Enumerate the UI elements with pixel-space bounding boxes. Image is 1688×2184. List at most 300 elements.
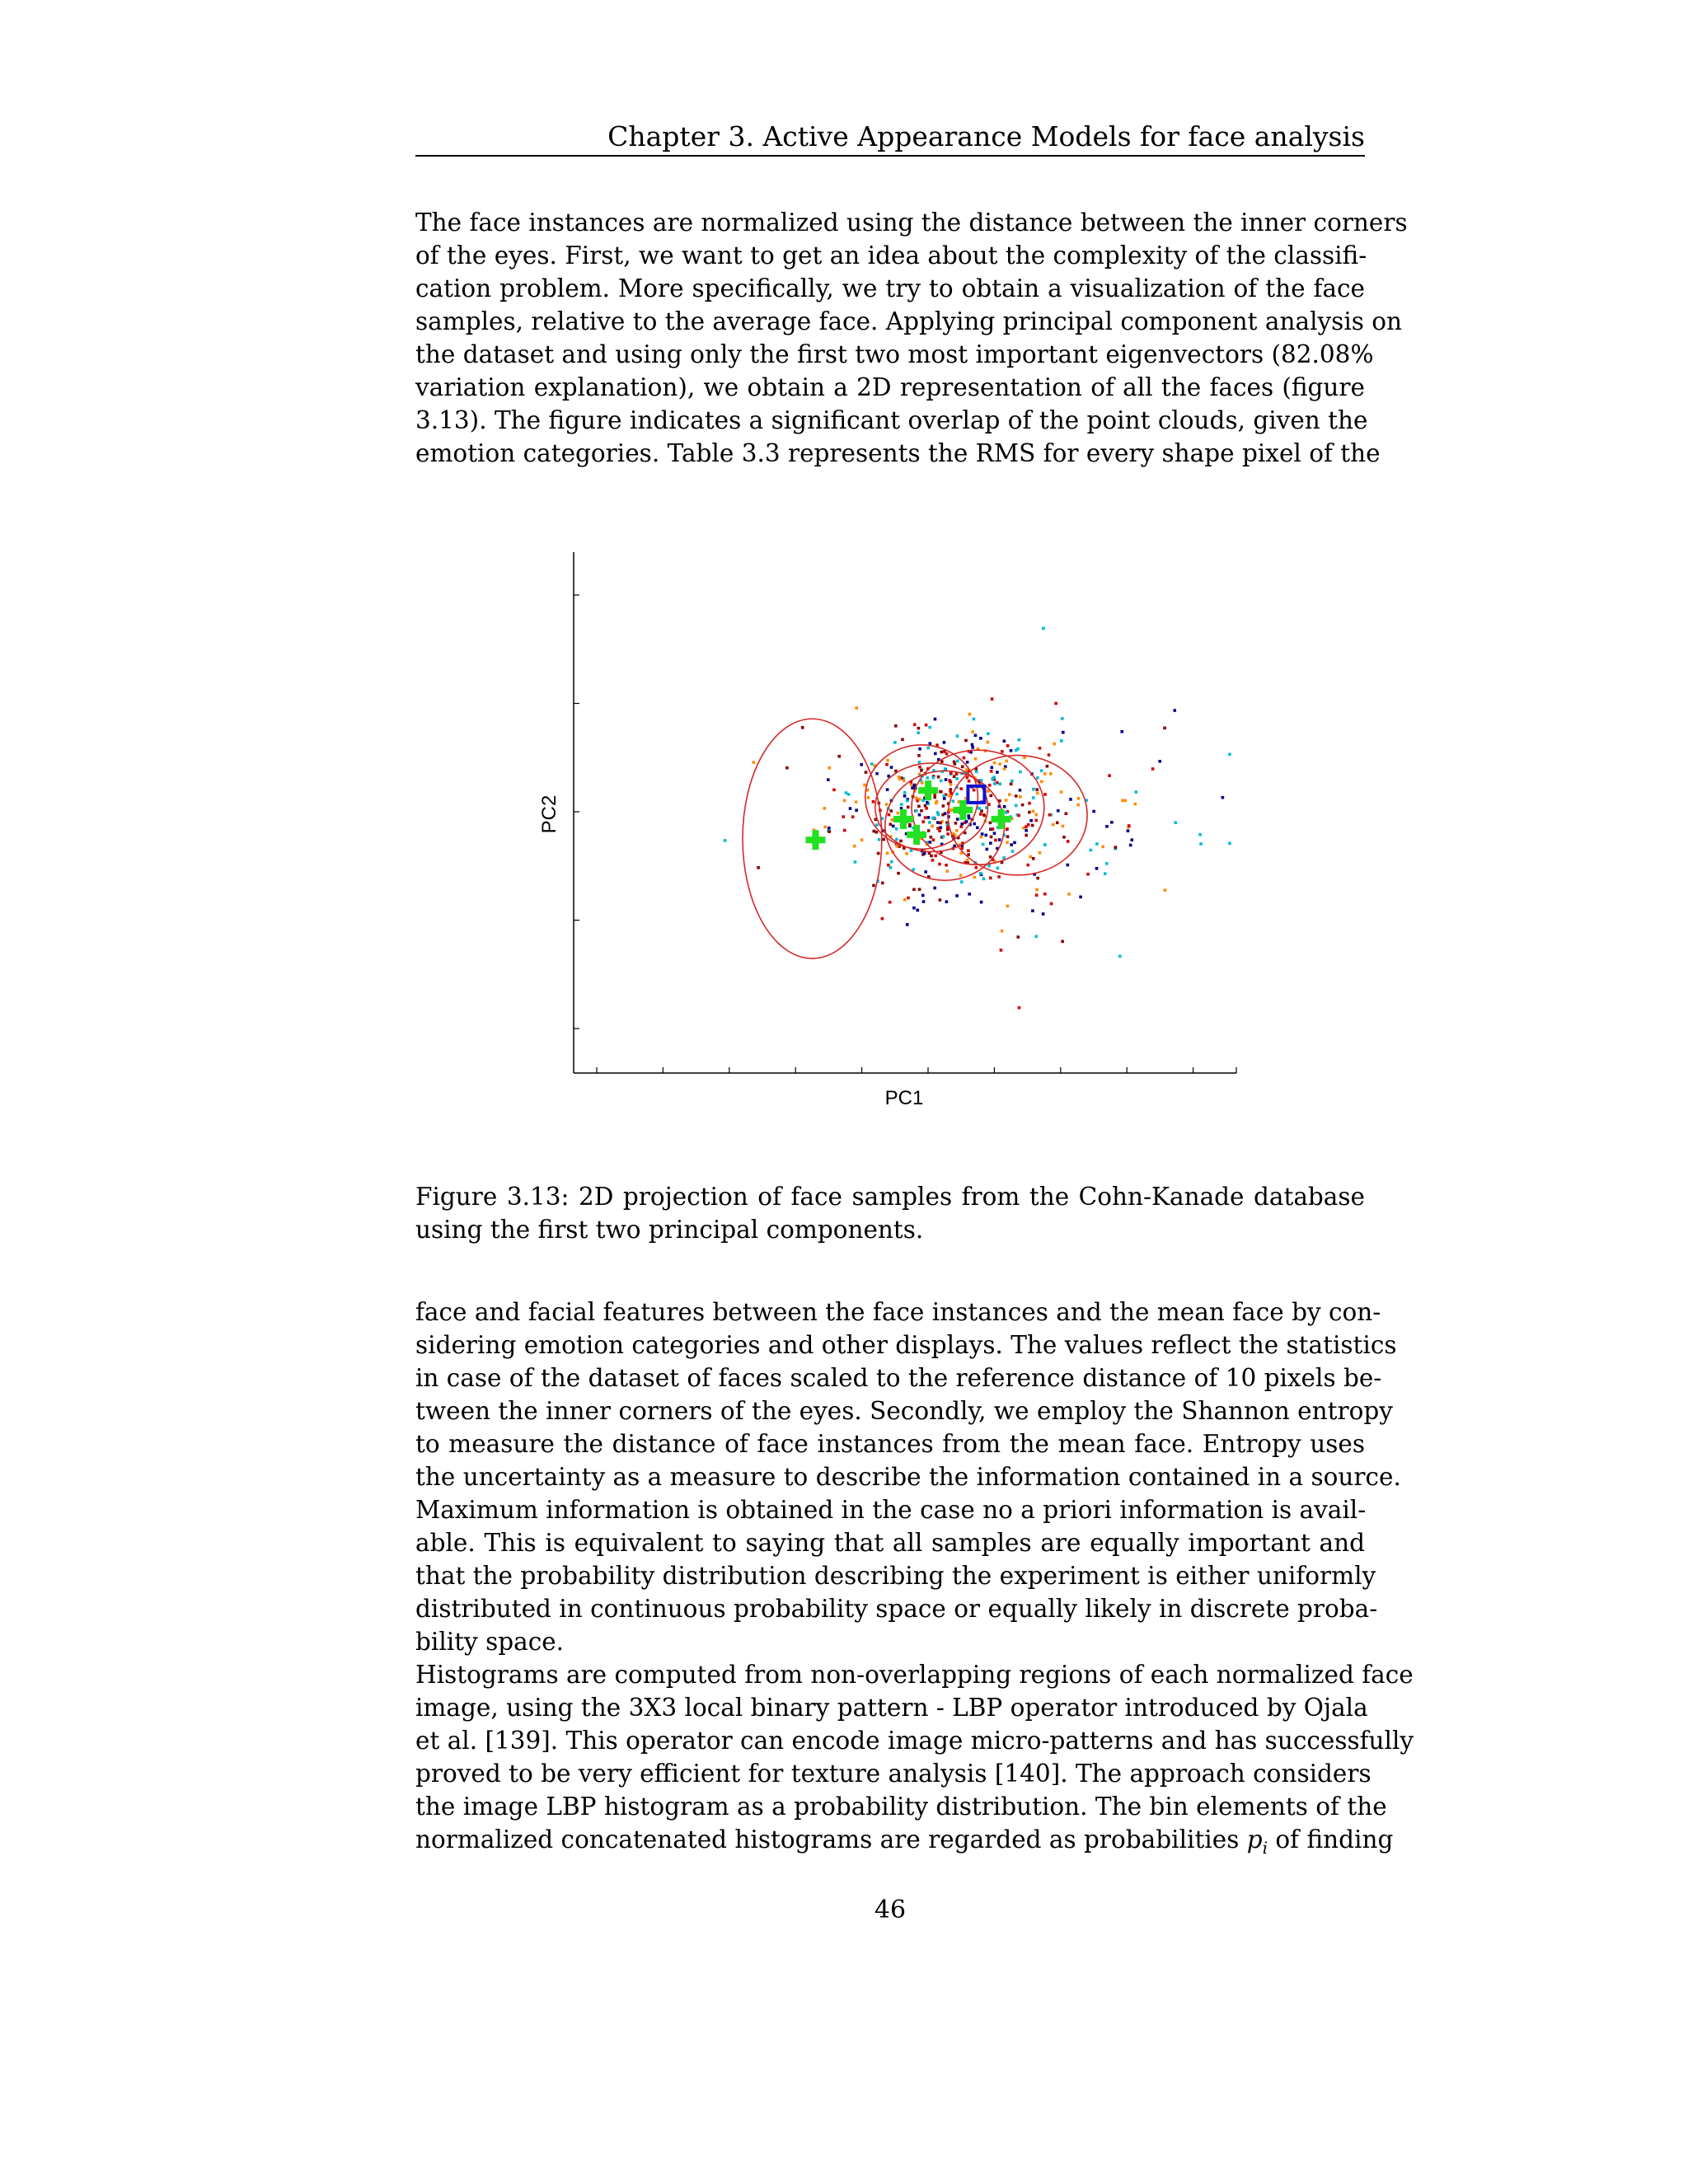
data-point — [901, 738, 904, 742]
data-point — [921, 781, 924, 785]
figure-caption — [415, 1180, 1365, 1246]
data-point — [918, 798, 921, 801]
text-fragment: normalized concatenated histograms are regarded as probabilities — [415, 1825, 1247, 1854]
data-point — [1067, 893, 1071, 896]
data-point — [1017, 814, 1020, 818]
data-point — [1108, 774, 1111, 777]
data-point — [971, 743, 974, 747]
data-point — [910, 784, 913, 787]
scatter-plot — [528, 536, 1253, 1129]
data-point — [966, 859, 969, 862]
data-point — [855, 706, 858, 710]
y-axis-label: PC2 — [538, 794, 560, 834]
data-point — [956, 760, 959, 763]
data-point — [1043, 843, 1047, 846]
data-point — [973, 718, 976, 721]
data-point — [993, 762, 996, 765]
plus-bar-vertical — [925, 780, 931, 800]
text-line: The face instances are normalized using the distance between the inner corners — [415, 209, 1408, 237]
data-point — [1090, 849, 1093, 852]
data-point — [1011, 850, 1015, 853]
data-point — [1015, 804, 1018, 808]
plus-bar-vertical — [900, 809, 907, 829]
text-line: the dataset and using only the first two most important eigenvectors (82.08% — [415, 340, 1374, 368]
data-point — [1065, 812, 1068, 815]
data-point — [999, 782, 1002, 785]
data-point — [932, 838, 935, 841]
data-point — [872, 800, 875, 804]
data-point — [1054, 702, 1057, 705]
data-point — [994, 839, 997, 842]
data-point — [942, 835, 945, 838]
data-point — [960, 823, 964, 826]
data-point — [900, 803, 903, 806]
data-point — [1031, 909, 1034, 912]
data-point — [946, 828, 950, 832]
data-point — [993, 782, 996, 785]
data-point — [1062, 825, 1065, 828]
data-point — [954, 822, 958, 825]
data-point — [1031, 824, 1034, 827]
data-point — [932, 816, 935, 819]
data-point — [865, 771, 868, 774]
data-point — [992, 827, 995, 831]
data-point — [948, 779, 951, 782]
data-point — [915, 809, 918, 813]
data-point — [943, 797, 946, 800]
data-point — [966, 776, 969, 780]
data-point — [897, 812, 900, 815]
text-line: Histograms are computed from non-overlapping regions of each normalized face — [415, 1661, 1414, 1689]
data-point — [946, 869, 950, 873]
data-point — [1006, 905, 1010, 908]
text-line: image, using the 3X3 local binary pattern - LBP operator introduced by Ojala — [415, 1694, 1368, 1722]
data-point — [989, 877, 992, 880]
data-point — [885, 803, 889, 806]
data-point — [889, 809, 893, 813]
data-point — [1005, 799, 1008, 802]
text-line: to measure the distance of face instances from the mean face. Entropy uses — [415, 1430, 1365, 1458]
data-point — [888, 813, 891, 817]
data-point — [907, 806, 910, 809]
data-point — [875, 831, 879, 834]
data-point — [854, 860, 857, 864]
data-point — [940, 780, 943, 783]
data-point — [1034, 819, 1038, 823]
data-point — [945, 864, 948, 867]
data-point — [927, 816, 931, 819]
data-point — [1049, 772, 1053, 776]
data-point — [1151, 767, 1155, 771]
data-point — [1036, 776, 1039, 780]
data-point — [974, 757, 978, 761]
data-point — [973, 789, 976, 792]
data-point — [920, 809, 923, 813]
data-point — [1079, 896, 1082, 899]
data-point — [1095, 867, 1099, 870]
data-point — [1040, 780, 1043, 784]
data-point — [928, 726, 931, 729]
data-point — [918, 766, 921, 769]
data-point — [996, 867, 1000, 870]
data-point — [1127, 829, 1130, 832]
data-point — [1023, 756, 1026, 759]
plus-bar-vertical — [959, 800, 966, 820]
data-point — [1028, 802, 1031, 805]
text-line: 3.13). The figure indicates a significant overlap of the point clouds, given the — [415, 406, 1368, 434]
text-line: Figure 3.13: 2D projection of face samples from the Cohn-Kanade database — [415, 1183, 1365, 1211]
data-point — [955, 894, 959, 898]
data-point — [1062, 836, 1066, 839]
data-point — [968, 780, 971, 783]
data-point — [1029, 855, 1032, 859]
data-point — [939, 826, 942, 829]
data-point — [973, 823, 976, 826]
data-point — [956, 734, 959, 738]
data-point — [948, 794, 951, 798]
data-point — [875, 823, 879, 827]
data-point — [990, 770, 993, 773]
data-point — [1022, 827, 1025, 830]
text-line: bility space. — [415, 1628, 565, 1656]
data-point — [929, 742, 932, 745]
data-point — [937, 776, 940, 779]
data-point — [1048, 753, 1051, 757]
data-point — [828, 830, 831, 833]
data-point — [895, 838, 898, 841]
data-point — [860, 763, 863, 766]
data-point — [931, 859, 935, 862]
data-point — [973, 876, 977, 879]
text-line: that the probability distribution describing the experiment is either uniformly — [415, 1562, 1376, 1590]
data-point — [1069, 798, 1072, 801]
data-point — [1056, 821, 1059, 824]
data-point — [912, 888, 916, 891]
text-line: of the eyes. First, we want to get an idea about the complexity of the classifi- — [415, 241, 1367, 269]
data-point — [936, 811, 940, 814]
data-point — [943, 741, 946, 744]
data-point — [998, 838, 1001, 841]
data-point — [912, 907, 916, 910]
data-point — [1015, 794, 1018, 798]
data-point — [842, 815, 845, 818]
data-point — [1006, 744, 1010, 748]
data-point — [984, 834, 987, 837]
data-point — [1001, 930, 1004, 933]
data-point — [921, 894, 925, 898]
data-point — [1006, 841, 1009, 844]
data-point — [975, 771, 978, 774]
data-point — [992, 778, 995, 781]
data-point — [927, 829, 931, 832]
data-point — [946, 832, 950, 836]
data-point — [1129, 844, 1132, 847]
data-point — [979, 737, 982, 740]
data-point — [1114, 846, 1118, 849]
data-point — [952, 799, 955, 803]
data-point — [875, 772, 879, 776]
class-mean-marker — [907, 825, 926, 845]
data-point — [753, 761, 756, 764]
data-point — [975, 866, 978, 869]
data-point — [863, 784, 866, 787]
data-point — [1105, 862, 1109, 865]
data-point — [926, 747, 930, 750]
data-point — [924, 816, 927, 819]
data-point — [1018, 1006, 1021, 1010]
data-point — [1053, 743, 1056, 746]
data-point — [1032, 788, 1035, 791]
text-line: cation problem. More specifically, we try to obtain a visualization of the face — [415, 274, 1365, 302]
data-point — [1135, 790, 1138, 794]
data-point — [1128, 824, 1131, 827]
data-point — [1025, 834, 1028, 837]
data-point — [843, 829, 846, 832]
text-line: emotion categories. Table 3.3 represents the RMS for every shape pixel of the — [415, 439, 1381, 467]
text-line: using the first two principal components. — [415, 1216, 924, 1244]
data-point — [1134, 803, 1137, 806]
data-point — [1076, 804, 1080, 807]
text-line — [415, 1823, 1394, 1864]
data-point — [855, 800, 858, 804]
data-point — [1039, 851, 1042, 855]
data-point — [1067, 840, 1070, 843]
data-point — [918, 813, 921, 817]
data-point — [890, 860, 893, 864]
data-point — [1013, 841, 1016, 845]
data-point — [828, 766, 831, 770]
data-point — [847, 793, 851, 796]
data-point — [1130, 838, 1133, 841]
data-point — [1003, 739, 1006, 743]
data-point — [940, 751, 943, 754]
data-point — [1027, 823, 1030, 827]
data-point — [979, 813, 982, 816]
data-point — [976, 826, 979, 829]
data-point — [1005, 760, 1008, 763]
data-point — [956, 818, 959, 821]
data-point — [801, 726, 804, 729]
data-point — [965, 820, 968, 823]
data-point — [990, 766, 993, 769]
data-point — [987, 790, 990, 793]
data-point — [1060, 790, 1063, 794]
data-point — [898, 778, 902, 781]
data-point — [1036, 877, 1039, 880]
data-point — [1001, 750, 1004, 753]
data-point — [978, 807, 982, 810]
data-point — [913, 784, 917, 787]
data-point — [990, 836, 993, 839]
data-point — [921, 799, 925, 803]
text-line: Maximum information is obtained in the case no a priori information is avail- — [415, 1496, 1367, 1524]
data-point — [1043, 793, 1047, 796]
data-point — [1028, 811, 1031, 814]
data-point — [924, 804, 927, 808]
data-point — [1198, 833, 1202, 837]
data-point — [928, 821, 931, 824]
data-point — [997, 875, 1001, 879]
data-point — [924, 870, 927, 874]
data-point — [1057, 809, 1060, 813]
data-point — [882, 838, 885, 841]
data-point — [925, 724, 928, 727]
data-point — [996, 771, 999, 774]
data-point — [872, 830, 875, 833]
data-point — [960, 880, 964, 883]
data-point — [1110, 821, 1114, 824]
data-point — [968, 893, 971, 896]
text-line: able. This is equivalent to saying that all samples are equally important and — [415, 1529, 1365, 1557]
data-point — [1042, 912, 1045, 916]
text-line: variation explanation), we obtain a 2D representation of all the faces (figure — [415, 373, 1365, 401]
data-point — [944, 812, 947, 815]
data-point — [1032, 857, 1035, 860]
data-point — [907, 897, 910, 900]
data-point — [931, 776, 935, 780]
data-point — [942, 804, 945, 808]
plus-bar-vertical — [998, 809, 1005, 829]
data-point — [963, 757, 966, 760]
page-number: 46 — [874, 1896, 907, 1924]
data-point — [967, 853, 970, 856]
data-point — [917, 754, 921, 757]
math-subscript: i — [1262, 1837, 1268, 1858]
data-point — [1061, 717, 1064, 720]
data-point — [1032, 810, 1035, 813]
text-line: tween the inner corners of the eyes. Secondly, we employ the Shannon entropy — [415, 1397, 1393, 1425]
data-point — [930, 855, 933, 858]
data-point — [1228, 752, 1231, 756]
data-point — [1035, 888, 1039, 892]
data-point — [1016, 935, 1020, 939]
data-point — [1000, 949, 1003, 952]
data-point — [1158, 760, 1161, 763]
data-point — [1163, 727, 1166, 730]
data-point — [1043, 772, 1047, 776]
data-point — [1118, 954, 1122, 958]
data-point — [851, 815, 855, 818]
text-fragment: of finding — [1268, 1825, 1394, 1854]
data-point — [1019, 771, 1022, 774]
text-line: in case of the dataset of faces scaled to the reference distance of 10 pixels be- — [415, 1364, 1382, 1392]
math-variable: p — [1246, 1825, 1263, 1854]
data-point — [1036, 792, 1039, 795]
data-point — [955, 829, 959, 832]
data-point — [979, 872, 982, 875]
data-point — [959, 874, 963, 877]
plus-bar-vertical — [812, 830, 818, 850]
data-point — [1067, 864, 1070, 867]
data-point — [936, 827, 940, 830]
data-point — [991, 697, 994, 701]
data-point — [1123, 799, 1127, 803]
data-point — [934, 752, 937, 756]
data-point — [757, 866, 760, 869]
data-point — [823, 807, 827, 810]
text-line: the image LBP histogram as a probability distribution. The bin elements of the — [415, 1793, 1387, 1821]
data-point — [921, 820, 925, 823]
paragraph-1 — [415, 206, 1408, 470]
data-point — [915, 796, 918, 799]
data-point — [1008, 793, 1011, 796]
data-point — [918, 748, 921, 751]
data-point — [1042, 627, 1045, 630]
data-point — [938, 863, 941, 866]
data-point — [950, 783, 953, 786]
data-point — [931, 824, 934, 827]
data-point — [867, 796, 870, 799]
data-point — [934, 718, 937, 721]
data-point — [886, 851, 889, 855]
data-point — [1039, 747, 1042, 750]
data-point — [881, 917, 884, 921]
data-point — [1019, 795, 1022, 799]
data-point — [1002, 856, 1006, 860]
data-point — [961, 766, 964, 769]
data-point — [1010, 843, 1013, 846]
data-point — [892, 825, 895, 828]
data-point — [966, 761, 969, 764]
data-point — [845, 791, 848, 794]
data-point — [945, 752, 949, 756]
data-point — [1018, 738, 1021, 742]
data-point — [1034, 935, 1038, 938]
data-point — [1221, 796, 1225, 799]
data-point — [917, 727, 921, 730]
data-point — [1026, 864, 1029, 867]
data-point — [906, 799, 909, 803]
data-point — [903, 791, 907, 794]
data-point — [913, 723, 917, 726]
data-point — [1104, 872, 1107, 875]
data-point — [955, 793, 959, 796]
data-point — [1010, 783, 1013, 786]
data-point — [998, 762, 1001, 766]
data-point — [828, 827, 831, 830]
data-point — [971, 746, 974, 749]
data-point — [987, 741, 990, 744]
class-mean-marker — [805, 830, 825, 850]
data-point — [908, 823, 912, 827]
running-header: Chapter 3. Active Appearance Models for face analysis — [415, 120, 1365, 157]
data-point — [933, 887, 936, 890]
text-line: the uncertainty as a measure to describe the information contained in a source. — [415, 1463, 1401, 1491]
data-point — [933, 796, 936, 799]
data-points — [724, 627, 1231, 1010]
data-point — [893, 741, 897, 744]
text-line: distributed in continuous probability space or equally likely in discrete proba- — [415, 1595, 1378, 1623]
data-point — [922, 900, 926, 903]
data-point — [894, 724, 898, 728]
figure-3-13 — [528, 536, 1253, 1129]
data-point — [925, 807, 928, 810]
data-point — [939, 898, 942, 902]
data-point — [939, 822, 942, 825]
data-point — [1043, 893, 1047, 896]
data-point — [923, 852, 926, 855]
data-point — [899, 840, 903, 843]
data-point — [982, 843, 985, 846]
data-point — [989, 855, 992, 859]
data-point — [1016, 748, 1020, 751]
data-point — [1120, 730, 1123, 733]
data-point — [895, 827, 898, 831]
paragraph-3 — [415, 1658, 1414, 1864]
data-point — [917, 731, 920, 734]
data-point — [935, 802, 938, 805]
data-point — [1105, 825, 1109, 828]
